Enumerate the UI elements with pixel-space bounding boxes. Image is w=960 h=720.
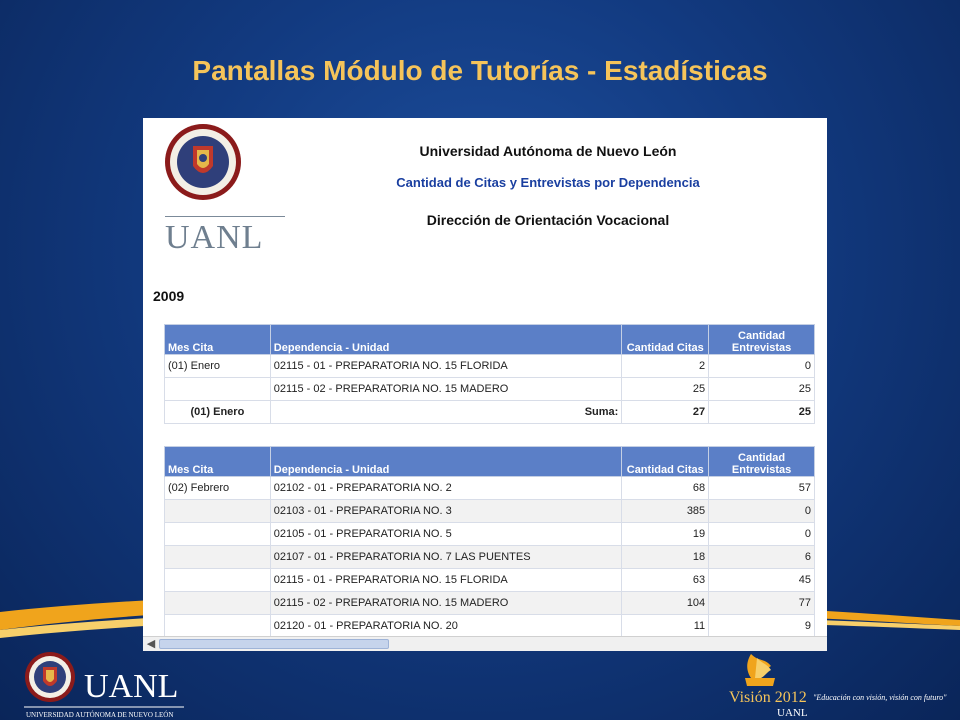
cell-mes	[165, 500, 271, 523]
cell-entrevistas: 57	[709, 477, 815, 500]
cell-citas: 104	[622, 592, 709, 615]
cell-dependencia: 02115 - 01 - PREPARATORIA NO. 15 FLORIDA	[270, 355, 622, 378]
col-citas: Cantidad Citas	[622, 447, 709, 477]
cell-dependencia: 02103 - 01 - PREPARATORIA NO. 3	[270, 500, 622, 523]
summary-entrevistas: 25	[709, 401, 815, 424]
cell-entrevistas: 9	[709, 615, 815, 637]
torch-flame-icon	[745, 654, 775, 686]
cell-citas: 2	[622, 355, 709, 378]
vision-2012-logo	[715, 650, 960, 720]
cell-citas: 19	[622, 523, 709, 546]
cell-mes	[165, 615, 271, 637]
uanl-footer-logo	[24, 645, 194, 720]
report-year: 2009	[153, 288, 185, 304]
cell-dependencia: 02102 - 01 - PREPARATORIA NO. 2	[270, 477, 622, 500]
col-mes-cita: Mes Cita	[165, 325, 271, 355]
table-row	[165, 569, 815, 592]
report-department: Dirección de Orientación Vocacional	[426, 212, 670, 228]
cell-citas: 385	[622, 500, 709, 523]
col-mes-cita: Mes Cita	[165, 447, 271, 477]
cell-entrevistas: 0	[709, 500, 815, 523]
report-subtitle: Cantidad de Citas y Entrevistas por Dependencia	[396, 175, 700, 190]
horizontal-scrollbar[interactable]	[143, 636, 827, 651]
table-row	[165, 546, 815, 569]
cell-dependencia: 02105 - 01 - PREPARATORIA NO. 5	[270, 523, 622, 546]
table-header-row	[165, 447, 815, 477]
cell-mes: (01) Enero	[165, 355, 271, 378]
col-citas: Cantidad Citas	[622, 325, 709, 355]
col-entrevistas: Cantidad Entrevistas	[709, 325, 815, 355]
cell-citas: 63	[622, 569, 709, 592]
report-university: Universidad Autónoma de Nuevo León	[419, 143, 677, 159]
summary-citas: 27	[622, 401, 709, 424]
cell-citas: 68	[622, 477, 709, 500]
uanl-footer-caption: UNIVERSIDAD AUTÓNOMA DE NUEVO LEÓN	[26, 711, 174, 719]
cell-entrevistas: 0	[709, 523, 815, 546]
cell-dependencia: 02115 - 02 - PREPARATORIA NO. 15 MADERO	[270, 378, 622, 401]
report-table-enero	[164, 324, 815, 424]
report-window	[143, 118, 827, 651]
summary-label: Suma:	[270, 401, 622, 424]
cell-dependencia: 02120 - 01 - PREPARATORIA NO. 20	[270, 615, 622, 637]
cell-mes	[165, 546, 271, 569]
cell-citas: 25	[622, 378, 709, 401]
cell-citas: 11	[622, 615, 709, 637]
table-row	[165, 477, 815, 500]
uanl-footer-wordmark: UANL	[84, 668, 179, 705]
cell-entrevistas: 25	[709, 378, 815, 401]
cell-mes	[165, 523, 271, 546]
report-table-febrero	[164, 446, 815, 636]
cell-dependencia: 02115 - 02 - PREPARATORIA NO. 15 MADERO	[270, 592, 622, 615]
cell-citas: 18	[622, 546, 709, 569]
cell-dependencia: 02115 - 01 - PREPARATORIA NO. 15 FLORIDA	[270, 569, 622, 592]
cell-entrevistas: 6	[709, 546, 815, 569]
table-row	[165, 615, 815, 637]
col-dependencia: Dependencia - Unidad	[270, 447, 622, 477]
table-row	[165, 378, 815, 401]
vision-uanl: UANL	[777, 707, 808, 719]
col-dependencia: Dependencia - Unidad	[270, 325, 622, 355]
vision-slogan: "Educación con visión, visión con futuro"	[813, 693, 947, 702]
cell-entrevistas: 77	[709, 592, 815, 615]
cell-mes	[165, 569, 271, 592]
cell-dependencia: 02107 - 01 - PREPARATORIA NO. 7 LAS PUENTES	[270, 546, 622, 569]
chevron-left-icon[interactable]: ◀	[146, 638, 156, 650]
table-header-row	[165, 325, 815, 355]
cell-mes	[165, 592, 271, 615]
summary-row	[165, 401, 815, 424]
report-scroll-area[interactable]	[143, 118, 827, 636]
vision-title: Visión 2012	[729, 689, 807, 706]
table-row	[165, 500, 815, 523]
cell-mes: (02) Febrero	[165, 477, 271, 500]
uanl-seal-icon	[163, 122, 243, 202]
cell-entrevistas: 0	[709, 355, 815, 378]
summary-mes: (01) Enero	[165, 401, 271, 424]
slide-title: Pantallas Módulo de Tutorías - Estadísticas	[192, 55, 768, 86]
cell-entrevistas: 45	[709, 569, 815, 592]
table-row	[165, 523, 815, 546]
table-row	[165, 592, 815, 615]
col-entrevistas: Cantidad Entrevistas	[709, 447, 815, 477]
cell-mes	[165, 378, 271, 401]
table-row	[165, 355, 815, 378]
uanl-wordmark: UANL	[165, 216, 285, 257]
